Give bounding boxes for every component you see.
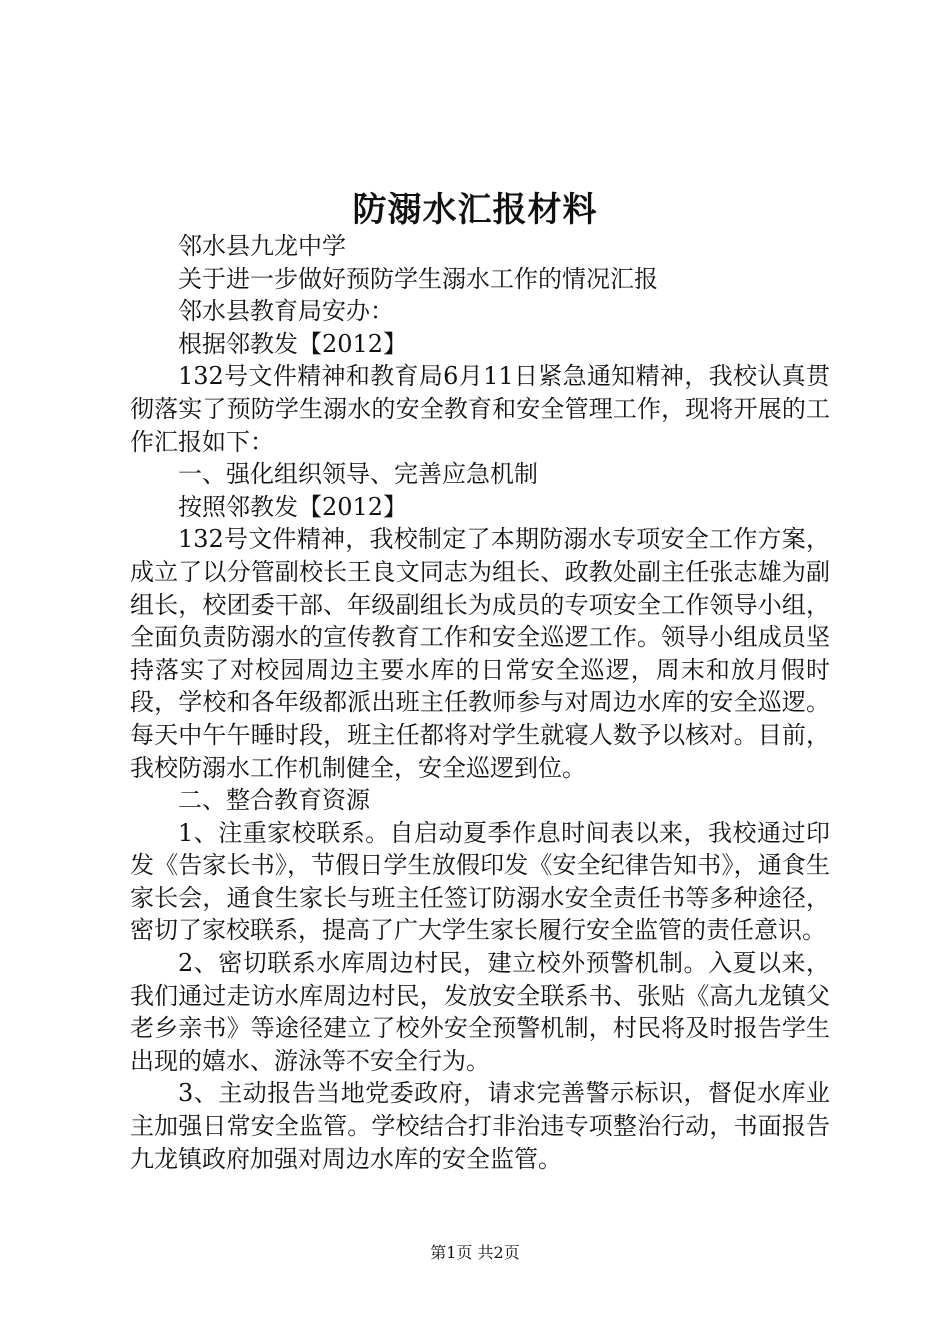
paragraph-basis: 根据邻教发【2012】 [178,329,408,358]
paragraph-item-3: 3、主动报告当地党委政府，请求完善警示标识，督促水库业主加强日常安全监管。学校结合打非治违专项整治行动，书面报告九龙镇政府加强对周边水库的安全监管。 [130,1079,830,1173]
paragraph-school-name: 邻水县九龙中学 [178,232,346,260]
paragraph-item-2: 2、密切联系水库周边村民，建立校外预警机制。入夏以来，我们通过走访水库周边村民，发放安全联系书、张贴《高九龙镇父老乡亲书》等途径建立了校外安全预警机制，村民将及时报告学生出现的嬉水、游泳等不安全行为。 [130,949,830,1075]
section-heading-1: 一、强化组织领导、完善应急机制 [178,460,538,489]
paragraph-item-1: 1、注重家校联系。自启动夏季作息时间表以来，我校通过印发《告家长书》，节假日学生放假印发《安全纪律告知书》，通食生家长会，通食生家长与班主任签订防溺水安全责任书等多种途径，密切了家校联系，提高了广大学生家长履行安全监管的责任意识。 [130,818,830,945]
paragraph-section-1-body: 132号文件精神，我校制定了本期防溺水专项安全工作方案，成立了以分管副校长王良文同志为组长、政教处副主任张志雄为副组长，校团委干部、年级副组长为成员的专项安全工作领导小组，全面负责防溺水的宣传教育工作和安全巡逻工作。领导小组成员坚持落实了对校园周边主要水库的日常安全巡逻，周末和放月假时段，学校和各年级都派出班主任教师参与对周边水库的安全巡逻。每天中午午睡时段，班主任都将对学生就寝人数予以核对。目前，我校防溺水工作机制健全，安全巡逻到位。 [130,525,830,782]
page-footer: 第1页 共2页 [430,1243,520,1262]
paragraph-report-subject: 关于进一步做好预防学生溺水工作的情况汇报 [178,264,658,293]
document-title: 防溺水汇报材料 [352,190,598,230]
paragraph-recipient: 邻水县教育局安办： [178,297,394,326]
section-heading-2: 二、整合教育资源 [178,786,370,815]
document-body [130,230,830,1175]
paragraph-intro: 132号文件精神和教育局6月11日紧急通知精神，我校认真贯彻落实了预防学生溺水的安全教育和安全管理工作，现将开展的工作汇报如下： [130,362,830,456]
paragraph-basis-2: 按照邻教发【2012】 [178,492,408,521]
